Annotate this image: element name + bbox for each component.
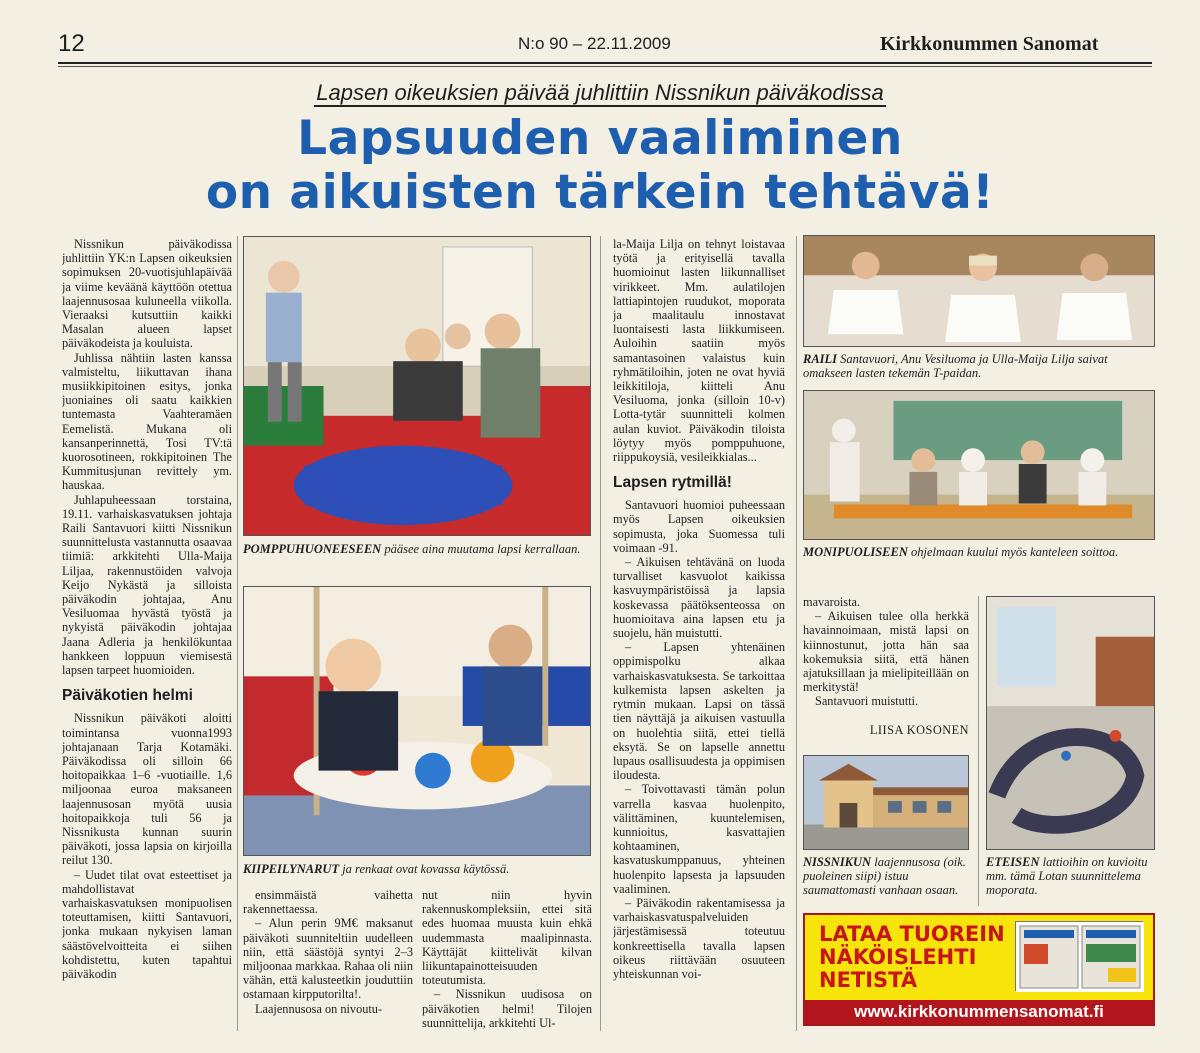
photo-hall-floor xyxy=(986,596,1155,850)
ad-url-link[interactable]: www.kirkkonummensanomat.fi xyxy=(805,1000,1153,1024)
column-1: Nissnikun päiväkodissa juhlittiin YK:n Lapsen oikeuksien sopimuksen 20-vuotisjuhlapäivää ja viime keväänä käyttöön otettua laajennusosaa kuluneella viikolla. Vieraaksi kutsuttiin kaikki Masalan alueen lapset päiväkodeista ja kouluista. Juhlissa nähtiin lasten kanssa valmisteltu, liikuttavan ihana musiikkipitoinen esitys, jonka juoniaines oli saatu kaikkien tuntemasta Vaahteramäen Eemelistä. Mukana oli kansanperinnettä, Tosi TV:tä kuorosotineen, rokkipitoinen The Kummitusjunan revittely ym. hauskaa. Juhlapuheessaan torstaina, 19.11. varhaiskasvatuksen johtaja Raili Santavuori kiitti Nissnikun suunnittelusta vastannutta osaavaa tiimiä: arkkitehti Ulla-Maija Liljaa, rakennustöiden valvoja Keijo Nykästä ja silloista päiväkodin johtajaa, Anu Vesiluomaa hyvästä työstä ja nykyistä päiväkodin johtajaa Jaana Adleria ja henkilökuntaa hankkeen loppuun viemisestä lapsen tarpeet huomioiden. Päiväkotien helmi Nissnikun päiväkoti aloitti toimintansa vuonna1993 johtajanaan Tarja Kotamäki. Päiväkodissa oli silloin 66 hoitopaikkaa 1–6 -vuotiaille. 1,6 miljoonaa euroa maksaneen laajennusosan myötä uusia hoitopaikkoja tuli 56 ja Nissnikusta kunnan suurin päiväkoti, jossa lapsia on kirjoilla reilut 130. – Uudet tilat ovat esteettiset ja mahdollistavat varhaiskasvatuksen monipuolisen toteuttamisen, kiitti Santavuori, jonka mukaan nykyisen laman säästövelvoitteita ei siihen kohdistettu, kuten tapahtui päiväkodin xyxy=(62,237,232,981)
column-5: mavaroista. – Aikuisen tulee olla herkkä havainnoimaan, mistä lapsi on kiinnostunut, jotta hän saa kokemuksia siitä, että hänen ajatuksillaan ja mielipiteillään on merkitystä! Santavuori muistutti. LIISA KOSONEN xyxy=(803,595,969,737)
paper-name: Kirkkonummen Sanomat xyxy=(880,33,1099,55)
ad-line-3: NETISTÄ xyxy=(819,968,918,992)
ad-box[interactable] xyxy=(803,913,1155,1026)
issue-date: N:o 90 – 22.11.2009 xyxy=(518,34,671,53)
subhead-helmi: Päiväkotien helmi xyxy=(62,687,193,705)
column-divider xyxy=(796,236,797,1031)
column-divider xyxy=(600,236,601,1031)
page-number: 12 xyxy=(58,30,85,57)
column-divider xyxy=(237,236,238,1031)
caption-tshirts: RAILI Santavuori, Anu Vesiluoma ja Ulla-Maija Lilja saivat omakseen lasten tekemän T-paidan. xyxy=(803,352,1108,380)
newspaper-thumbnail-icon xyxy=(1015,921,1143,991)
subhead-rytmilla: Lapsen rytmillä! xyxy=(613,474,732,492)
ad-line-1: LATAA TUOREIN xyxy=(819,922,1005,946)
column-divider xyxy=(978,596,979,906)
photo-ropes xyxy=(243,586,591,856)
photo-building xyxy=(803,755,969,850)
ad-line-2: NÄKÖISLEHTI xyxy=(819,945,977,969)
masthead-rule xyxy=(58,62,1152,64)
caption-kantele: MONIPUOLISEEN ohjelmaan kuului myös kanteleen soittoa. xyxy=(803,545,1119,559)
caption-hall-floor: ETEISEN lattioihin on kuvioitu mm. tämä Lotan suunnittelema moporata. xyxy=(986,855,1148,897)
photo-kantele xyxy=(803,390,1155,540)
column-2: ensimmäistä vaihetta rakennettaessa. – Alun perin 9M€ maksanut päiväkoti suunniteltiin uudelleen niin, että säästöjä syntyi 2–3 miljoonaa markkaa. Rahaa oli niin vähän, että kalusteetkin jouduttiin ostamaan kirpputorilta!. Laajennusosa on nivoutu- xyxy=(243,888,413,1016)
photo-tshirts xyxy=(803,235,1155,347)
caption-ropes: KIIPEILYNARUT ja renkaat ovat kovassa käytössä. xyxy=(243,862,510,876)
column-4: la-Maija Lilja on tehnyt loistavaa työtä ja erityisellä tavalla huomioinut lasten liikunnalliset virikkeet. Mm. aulatilojen lattiapintojen ruudukot, moporata ja maalitaulu innostavat luontaisesti lasta liikkumiseen. Auloihin saatiin myös samantasoinen valaistus kuin ryhmätiloihin, joten ne ovat hyviä leikkitiloja, kiitteli Anu Vesiluoma, jonka (silloin 10-v) Lotta-tytär suunnitteli kolmen aulan kuviot. Päiväkodin tiloista löytyy myös pomppuhuone, riippukoysiä, vesileikkialas... Lapsen rytmillä! Santavuori huomioi puheessaan myös Lapsen oikeuksien sopimusta, joka Suomessa tuli voimaan -91. – Aikuisen tehtävänä on luoda turvalliset kasvuolot kaikissa kasvuympäristöissä ja lapsia koskevassa päätöksenteossa on huomioitava aina lapsen etu ja suojelu, hän muistutti. – Lapsen yhtenäinen oppimispolku alkaa varhaiskasvatuksesta. Se tarkoittaa kulkemista lapsen askelten ja rytmin mukaan. Lapsi on tässä tien näyttäjä ja aikuisen vastuulla on huolehtia siitä, ettei tiellä eksytä. Se on lapselle annettu lupaus osallisuudesta ja oppimisen iloudesta. – Toivottavasti tämän polun varrella kasvaa huolenpito, välittäminen, kuuntelemisen, kunnioitus, kasvattajien kohtaaminen, kasvatuskumppanuus, yhteinen huolenpito lapsesta ja lapsuuden vaaliminen. – Päiväkodin rakentamisessa ja varhaiskasvatuspalveluiden järjestämisessä toteutuu konkreettisella tavalla lapsen oikeus riittävään osuuteen yhteiskunnan voi- xyxy=(613,237,785,981)
author-signature: LIISA KOSONEN xyxy=(869,722,969,737)
caption-building: NISSNIKUN laajennusosa (oik. puoleinen siipi) istuu saumattomasti vanhaan osaan. xyxy=(803,855,966,897)
article-kicker: Lapsen oikeuksien päivää juhlittiin Nissnikun päiväkodissa xyxy=(316,80,884,105)
column-3: nut niin hyvin rakennuskompleksiin, ettei sitä edes huomaa muusta kuin ehkä uudemmasta maalipinnasta. Käyttäjät kiittelivät kilvan liikuntapainotteisuuden toteutumista. – Nissnikun uudisosa on päiväkotien helmi! Tilojen suunnittelija, arkkitehti Ul- xyxy=(422,888,592,1030)
article-headline: Lapsuuden vaaliminen on aikuisten tärkein tehtävä! xyxy=(205,111,995,220)
masthead-rule-thin xyxy=(58,66,1152,67)
photo-bounce-room xyxy=(243,236,591,536)
caption-bounce-room: POMPPUHUONEESEEN pääsee aina muutama lapsi kerrallaan. xyxy=(243,542,581,556)
